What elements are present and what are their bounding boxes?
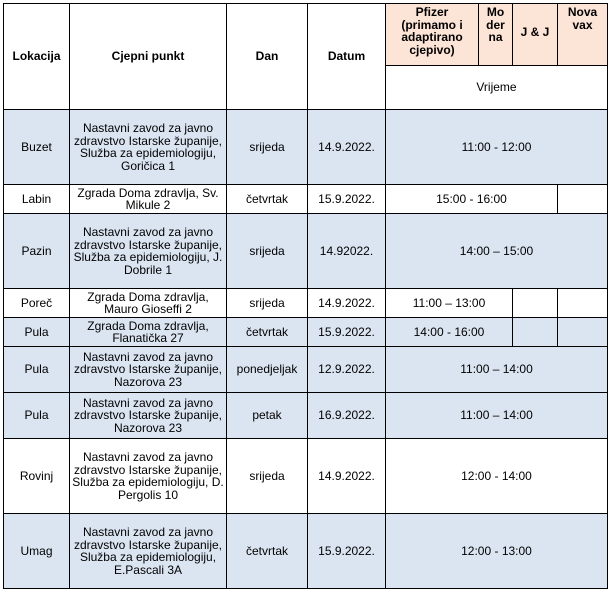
cell-empty bbox=[513, 318, 558, 347]
table-row bbox=[4, 439, 608, 514]
cell-time: 15:00 - 16:00 bbox=[386, 185, 558, 214]
header-vaccine-moderna: Mo der na bbox=[479, 4, 513, 66]
cell-time: 11:00 - 12:00 bbox=[386, 110, 608, 185]
header-location: Lokacija bbox=[4, 4, 70, 110]
cell-day: četvrtak bbox=[227, 514, 308, 589]
cell-location: Labin bbox=[4, 185, 70, 214]
table-row bbox=[4, 318, 608, 347]
cell-empty bbox=[513, 289, 558, 318]
cell-time: 11:00 – 13:00 bbox=[386, 289, 513, 318]
cell-location: Pula bbox=[4, 347, 70, 393]
cell-date: 14.92022. bbox=[308, 214, 386, 289]
cell-time: 14:00 - 16:00 bbox=[386, 318, 513, 347]
cell-date: 14.9.2022. bbox=[308, 439, 386, 514]
cell-date: 15.9.2022. bbox=[308, 514, 386, 589]
cell-location: Pula bbox=[4, 393, 70, 439]
cell-point: Zgrada Doma zdravlja, Flanatička 27 bbox=[70, 318, 227, 347]
table-row bbox=[4, 289, 608, 318]
cell-point: Nastavni zavod za javno zdravstvo Istarske županije, Nazorova 23 bbox=[70, 393, 227, 439]
cell-time: 14:00 – 15:00 bbox=[386, 214, 608, 289]
cell-time: 12:00 - 14:00 bbox=[386, 439, 608, 514]
cell-location: Poreč bbox=[4, 289, 70, 318]
vaccination-schedule-table bbox=[3, 3, 608, 589]
cell-empty bbox=[558, 185, 608, 214]
cell-date: 12.9.2022. bbox=[308, 347, 386, 393]
cell-day: srijeda bbox=[227, 289, 308, 318]
cell-point: Zgrada Doma zdravlja, Sv. Mikule 2 bbox=[70, 185, 227, 214]
cell-day: srijeda bbox=[227, 110, 308, 185]
cell-day: četvrtak bbox=[227, 318, 308, 347]
table-row bbox=[4, 514, 608, 589]
cell-empty bbox=[558, 318, 608, 347]
cell-point: Nastavni zavod za javno zdravstvo Istarske županije, Nazorova 23 bbox=[70, 347, 227, 393]
header-day: Dan bbox=[227, 4, 308, 110]
table-row bbox=[4, 393, 608, 439]
cell-point: Nastavni zavod za javno zdravstvo Istarske županije, Služba za epidemiologiju, J. Dobrile 1 bbox=[70, 214, 227, 289]
cell-date: 14.9.2022. bbox=[308, 289, 386, 318]
cell-day: četvrtak bbox=[227, 185, 308, 214]
cell-date: 15.9.2022. bbox=[308, 318, 386, 347]
table-row bbox=[4, 214, 608, 289]
cell-point: Nastavni zavod za javno zdravstvo Istarske županije, Služba za epidemiologiju, E.Pascali 3A bbox=[70, 514, 227, 589]
table-row bbox=[4, 110, 608, 185]
cell-location: Pazin bbox=[4, 214, 70, 289]
cell-empty bbox=[558, 289, 608, 318]
cell-point: Zgrada Doma zdravlja, Mauro Gioseffi 2 bbox=[70, 289, 227, 318]
cell-day: ponedjeljak bbox=[227, 347, 308, 393]
cell-date: 15.9.2022. bbox=[308, 185, 386, 214]
cell-location: Buzet bbox=[4, 110, 70, 185]
header-time-label: Vrijeme bbox=[386, 66, 608, 110]
cell-location: Umag bbox=[4, 514, 70, 589]
header-point: Cjepni punkt bbox=[70, 4, 227, 110]
header-vaccine-jj: J & J bbox=[513, 4, 558, 66]
cell-point: Nastavni zavod za javno zdravstvo Istarske županije, Služba za epidemiologiju, D. Pergolis 10 bbox=[70, 439, 227, 514]
table-row bbox=[4, 185, 608, 214]
cell-time: 11:00 – 14:00 bbox=[386, 393, 608, 439]
header-vaccine-pfizer: Pfizer (primamo i adaptirano cjepivo) bbox=[386, 4, 479, 66]
cell-point: Nastavni zavod za javno zdravstvo Istarske županije, Služba za epidemiologiju, Goričica 1 bbox=[70, 110, 227, 185]
cell-date: 16.9.2022. bbox=[308, 393, 386, 439]
cell-day: srijeda bbox=[227, 214, 308, 289]
cell-location: Pula bbox=[4, 318, 70, 347]
cell-day: petak bbox=[227, 393, 308, 439]
cell-location: Rovinj bbox=[4, 439, 70, 514]
cell-date: 14.9.2022. bbox=[308, 110, 386, 185]
table-row bbox=[4, 347, 608, 393]
cell-time: 11:00 – 14:00 bbox=[386, 347, 608, 393]
cell-day: srijeda bbox=[227, 439, 308, 514]
header-vaccine-novavax: Nova vax bbox=[558, 4, 608, 66]
header-date: Datum bbox=[308, 4, 386, 110]
cell-time: 12:00 - 13:00 bbox=[386, 514, 608, 589]
